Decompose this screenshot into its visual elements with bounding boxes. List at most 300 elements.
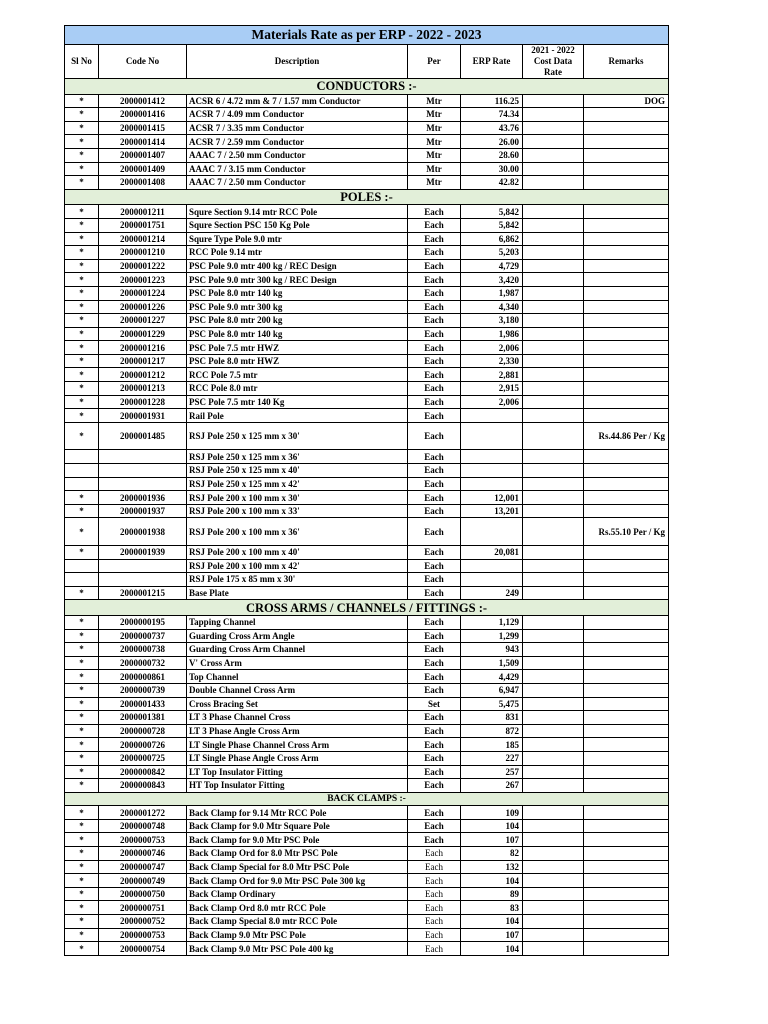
cell-erp-rate: 89	[461, 887, 523, 901]
table-row	[65, 887, 669, 901]
cell-code-no: 2000000843	[99, 779, 187, 793]
cell-remarks	[584, 670, 669, 684]
cell-erp-rate: 6,862	[461, 232, 523, 246]
cell-per: Each	[408, 901, 461, 915]
cell-sl-no: *	[65, 819, 99, 833]
cell-cost-data-rate	[523, 259, 584, 273]
cell-cost-data-rate	[523, 162, 584, 176]
cell-per: Mtr	[408, 94, 461, 108]
section-title: CONDUCTORS :-	[65, 79, 669, 95]
cell-erp-rate	[461, 409, 523, 423]
cell-erp-rate: 257	[461, 765, 523, 779]
cell-sl-no: *	[65, 697, 99, 711]
cell-sl-no: *	[65, 751, 99, 765]
table-row	[65, 135, 669, 149]
cell-description: Back Clamp Ord for 8.0 Mtr PSC Pole	[187, 847, 408, 861]
cell-remarks	[584, 286, 669, 300]
cell-code-no: 2000001931	[99, 409, 187, 423]
cell-remarks	[584, 847, 669, 861]
table-row	[65, 860, 669, 874]
cell-description: RCC Pole 8.0 mtr	[187, 382, 408, 396]
cell-erp-rate: 4,429	[461, 670, 523, 684]
cell-remarks	[584, 327, 669, 341]
cell-code-no: 2000001215	[99, 586, 187, 600]
cell-remarks	[584, 108, 669, 122]
cell-description: RSJ Pole 200 x 100 mm x 36'	[187, 518, 408, 546]
cell-remarks	[584, 573, 669, 587]
cell-description: PSC Pole 8.0 mtr 200 kg	[187, 314, 408, 328]
cell-erp-rate: 5,475	[461, 697, 523, 711]
cell-code-no: 2000000747	[99, 860, 187, 874]
cell-sl-no: *	[65, 833, 99, 847]
cell-code-no	[99, 559, 187, 573]
cell-remarks	[584, 300, 669, 314]
cell-per: Each	[408, 670, 461, 684]
cell-erp-rate	[461, 518, 523, 546]
cell-sl-no: *	[65, 586, 99, 600]
cell-erp-rate: 1,299	[461, 629, 523, 643]
cell-per: Each	[408, 738, 461, 752]
cell-remarks	[584, 395, 669, 409]
cell-erp-rate: 104	[461, 874, 523, 888]
table-row	[65, 683, 669, 697]
cell-description: PSC Pole 8.0 mtr 140 kg	[187, 327, 408, 341]
cell-description: RSJ Pole 200 x 100 mm x 33'	[187, 504, 408, 518]
cell-description: Top Channel	[187, 670, 408, 684]
table-row	[65, 218, 669, 232]
cell-cost-data-rate	[523, 806, 584, 820]
cell-sl-no: *	[65, 300, 99, 314]
cell-description: PSC Pole 9.0 mtr 400 kg / REC Design	[187, 259, 408, 273]
cell-erp-rate: 107	[461, 833, 523, 847]
cell-sl-no: *	[65, 341, 99, 355]
cell-code-no: 2000000748	[99, 819, 187, 833]
cell-description: PSC Pole 8.0 mtr 140 kg	[187, 286, 408, 300]
cell-erp-rate: 2,330	[461, 354, 523, 368]
cell-sl-no: *	[65, 121, 99, 135]
header-remarks: Remarks	[584, 45, 669, 79]
cell-per: Each	[408, 656, 461, 670]
cell-erp-rate: 82	[461, 847, 523, 861]
cell-remarks	[584, 751, 669, 765]
cell-erp-rate: 5,203	[461, 246, 523, 260]
cell-cost-data-rate	[523, 711, 584, 725]
cell-erp-rate: 1,509	[461, 656, 523, 670]
header-cost-data-rate: 2021 - 2022 Cost Data Rate	[523, 45, 584, 79]
cell-erp-rate: 943	[461, 643, 523, 657]
cell-description: RSJ Pole 250 x 125 mm x 30'	[187, 422, 408, 450]
cell-cost-data-rate	[523, 246, 584, 260]
cell-erp-rate: 1,129	[461, 615, 523, 629]
table-row	[65, 751, 669, 765]
cell-cost-data-rate	[523, 450, 584, 464]
cell-sl-no: *	[65, 518, 99, 546]
cell-description: V' Cross Arm	[187, 656, 408, 670]
cell-code-no: 2000001216	[99, 341, 187, 355]
cell-cost-data-rate	[523, 860, 584, 874]
cell-code-no: 2000001214	[99, 232, 187, 246]
cell-per: Each	[408, 751, 461, 765]
header-row	[65, 45, 669, 79]
cell-code-no: 2000000842	[99, 765, 187, 779]
cell-cost-data-rate	[523, 559, 584, 573]
cell-per: Mtr	[408, 121, 461, 135]
cell-code-no: 2000000726	[99, 738, 187, 752]
cell-cost-data-rate	[523, 656, 584, 670]
header-erp-rate: ERP Rate	[461, 45, 523, 79]
cell-sl-no: *	[65, 615, 99, 629]
cell-per: Mtr	[408, 162, 461, 176]
cell-remarks	[584, 724, 669, 738]
cell-sl-no	[65, 573, 99, 587]
cell-sl-no: *	[65, 422, 99, 450]
cell-code-no: 2000000861	[99, 670, 187, 684]
cell-cost-data-rate	[523, 135, 584, 149]
rate-sheet	[64, 25, 668, 956]
table-row	[65, 422, 669, 450]
table-row	[65, 108, 669, 122]
cell-erp-rate: 107	[461, 928, 523, 942]
cell-description: LT 3 Phase Angle Cross Arm	[187, 724, 408, 738]
cell-description: HT Top Insulator Fitting	[187, 779, 408, 793]
cell-description: Rail Pole	[187, 409, 408, 423]
cell-description: RSJ Pole 250 x 125 mm x 36'	[187, 450, 408, 464]
cell-description: RSJ Pole 200 x 100 mm x 40'	[187, 546, 408, 560]
cell-cost-data-rate	[523, 491, 584, 505]
cell-remarks	[584, 246, 669, 260]
cell-sl-no: *	[65, 656, 99, 670]
cell-per: Each	[408, 464, 461, 478]
cell-description: PSC Pole 9.0 mtr 300 kg	[187, 300, 408, 314]
cell-description: ACSR 7 / 2.59 mm Conductor	[187, 135, 408, 149]
cell-code-no: 2000001213	[99, 382, 187, 396]
cell-sl-no: *	[65, 711, 99, 725]
cell-remarks	[584, 232, 669, 246]
cell-description: RSJ Pole 200 x 100 mm x 42'	[187, 559, 408, 573]
table-row	[65, 656, 669, 670]
cell-code-no: 2000000750	[99, 887, 187, 901]
cell-description: Back Clamp for 9.0 Mtr PSC Pole	[187, 833, 408, 847]
cell-cost-data-rate	[523, 422, 584, 450]
cell-cost-data-rate	[523, 901, 584, 915]
cell-code-no: 2000001433	[99, 697, 187, 711]
cell-sl-no: *	[65, 779, 99, 793]
cell-erp-rate: 2,006	[461, 341, 523, 355]
cell-sl-no: *	[65, 874, 99, 888]
cell-code-no: 2000001381	[99, 711, 187, 725]
cell-erp-rate: 13,201	[461, 504, 523, 518]
cell-cost-data-rate	[523, 286, 584, 300]
cell-description: Back Clamp Ord 8.0 mtr RCC Pole	[187, 901, 408, 915]
cell-remarks	[584, 491, 669, 505]
cell-remarks	[584, 464, 669, 478]
cell-per: Each	[408, 928, 461, 942]
cell-remarks	[584, 162, 669, 176]
cell-cost-data-rate	[523, 409, 584, 423]
cell-sl-no: *	[65, 148, 99, 162]
cell-erp-rate: 30.00	[461, 162, 523, 176]
cell-description: AAAC 7 / 3.15 mm Conductor	[187, 162, 408, 176]
cell-code-no: 2000001938	[99, 518, 187, 546]
cell-cost-data-rate	[523, 464, 584, 478]
cell-erp-rate: 132	[461, 860, 523, 874]
table-row	[65, 477, 669, 491]
cell-code-no: 2000000737	[99, 629, 187, 643]
cell-sl-no: *	[65, 491, 99, 505]
cell-code-no: 2000001936	[99, 491, 187, 505]
cell-description: Guarding Cross Arm Channel	[187, 643, 408, 657]
cell-erp-rate: 227	[461, 751, 523, 765]
cell-sl-no: *	[65, 368, 99, 382]
cell-code-no: 2000000753	[99, 833, 187, 847]
table-row	[65, 286, 669, 300]
table-row	[65, 368, 669, 382]
table-row	[65, 232, 669, 246]
cell-remarks	[584, 779, 669, 793]
cell-sl-no: *	[65, 915, 99, 929]
cell-per: Each	[408, 559, 461, 573]
cell-cost-data-rate	[523, 847, 584, 861]
cell-cost-data-rate	[523, 683, 584, 697]
cell-cost-data-rate	[523, 314, 584, 328]
cell-per: Each	[408, 327, 461, 341]
table-row	[65, 738, 669, 752]
table-row	[65, 711, 669, 725]
section-header-row	[65, 600, 669, 616]
cell-remarks	[584, 273, 669, 287]
cell-code-no: 2000000753	[99, 928, 187, 942]
cell-erp-rate: 109	[461, 806, 523, 820]
cell-description: Back Clamp for 9.0 Mtr Square Pole	[187, 819, 408, 833]
cell-per: Each	[408, 806, 461, 820]
cell-cost-data-rate	[523, 354, 584, 368]
sheet-title: Materials Rate as per ERP - 2022 - 2023	[65, 26, 669, 45]
cell-code-no: 2000000751	[99, 901, 187, 915]
cell-cost-data-rate	[523, 643, 584, 657]
cell-sl-no: *	[65, 629, 99, 643]
table-row	[65, 765, 669, 779]
cell-code-no: 2000001415	[99, 121, 187, 135]
cell-code-no: 2000001407	[99, 148, 187, 162]
cell-remarks: Rs.44.86 Per / Kg	[584, 422, 669, 450]
cell-per: Each	[408, 518, 461, 546]
cell-erp-rate	[461, 422, 523, 450]
table-row	[65, 464, 669, 478]
cell-code-no: 2000001224	[99, 286, 187, 300]
cell-remarks	[584, 546, 669, 560]
cell-remarks	[584, 738, 669, 752]
cell-code-no	[99, 573, 187, 587]
cell-sl-no	[65, 477, 99, 491]
cell-per: Each	[408, 450, 461, 464]
cell-erp-rate: 6,947	[461, 683, 523, 697]
cell-erp-rate	[461, 464, 523, 478]
cell-code-no	[99, 477, 187, 491]
table-row	[65, 327, 669, 341]
cell-cost-data-rate	[523, 751, 584, 765]
cell-description: AAAC 7 / 2.50 mm Conductor	[187, 148, 408, 162]
cell-remarks	[584, 711, 669, 725]
cell-description: RSJ Pole 250 x 125 mm x 42'	[187, 477, 408, 491]
cell-per: Each	[408, 395, 461, 409]
cell-description: ACSR 7 / 3.35 mm Conductor	[187, 121, 408, 135]
section-title: BACK CLAMPS :-	[65, 792, 669, 806]
cell-remarks	[584, 341, 669, 355]
cell-sl-no: *	[65, 887, 99, 901]
cell-sl-no: *	[65, 942, 99, 956]
cell-per: Each	[408, 368, 461, 382]
cell-cost-data-rate	[523, 327, 584, 341]
cell-sl-no: *	[65, 354, 99, 368]
cell-description: Back Clamp Special 8.0 mtr RCC Pole	[187, 915, 408, 929]
cell-erp-rate: 20,081	[461, 546, 523, 560]
cell-sl-no: *	[65, 94, 99, 108]
cell-code-no: 2000001222	[99, 259, 187, 273]
cell-per: Each	[408, 205, 461, 219]
table-row	[65, 670, 669, 684]
cell-erp-rate: 12,001	[461, 491, 523, 505]
cell-sl-no: *	[65, 135, 99, 149]
cell-code-no	[99, 450, 187, 464]
cell-erp-rate: 5,842	[461, 205, 523, 219]
cell-code-no: 2000001751	[99, 218, 187, 232]
cell-cost-data-rate	[523, 738, 584, 752]
cell-cost-data-rate	[523, 273, 584, 287]
cell-description: PSC Pole 7.5 mtr HWZ	[187, 341, 408, 355]
cell-per: Each	[408, 711, 461, 725]
cell-remarks	[584, 135, 669, 149]
cell-per: Each	[408, 300, 461, 314]
cell-erp-rate: 249	[461, 586, 523, 600]
cell-description: RCC Pole 7.5 mtr	[187, 368, 408, 382]
cell-remarks	[584, 819, 669, 833]
cell-cost-data-rate	[523, 928, 584, 942]
cell-remarks	[584, 643, 669, 657]
cell-cost-data-rate	[523, 108, 584, 122]
cell-erp-rate	[461, 559, 523, 573]
cell-sl-no: *	[65, 382, 99, 396]
table-row	[65, 314, 669, 328]
cell-cost-data-rate	[523, 874, 584, 888]
cell-per: Each	[408, 942, 461, 956]
cell-description: AAAC 7 / 2.50 mm Conductor	[187, 176, 408, 190]
cell-erp-rate: 116.25	[461, 94, 523, 108]
cell-cost-data-rate	[523, 94, 584, 108]
table-row	[65, 382, 669, 396]
cell-per: Each	[408, 314, 461, 328]
cell-cost-data-rate	[523, 477, 584, 491]
cell-per: Each	[408, 847, 461, 861]
table-row	[65, 162, 669, 176]
cell-erp-rate: 42.82	[461, 176, 523, 190]
cell-erp-rate: 872	[461, 724, 523, 738]
cell-remarks	[584, 928, 669, 942]
cell-code-no: 2000000752	[99, 915, 187, 929]
cell-remarks	[584, 901, 669, 915]
cell-description: Base Plate	[187, 586, 408, 600]
cell-cost-data-rate	[523, 915, 584, 929]
cell-code-no: 2000001228	[99, 395, 187, 409]
cell-per: Each	[408, 887, 461, 901]
cell-sl-no: *	[65, 246, 99, 260]
cell-description: RSJ Pole 200 x 100 mm x 30'	[187, 491, 408, 505]
cell-per: Each	[408, 860, 461, 874]
cell-per: Each	[408, 259, 461, 273]
cell-sl-no: *	[65, 765, 99, 779]
table-row	[65, 273, 669, 287]
cell-per: Each	[408, 491, 461, 505]
cell-per: Each	[408, 232, 461, 246]
header-sl-no: Sl No	[65, 45, 99, 79]
cell-cost-data-rate	[523, 148, 584, 162]
header-per: Per	[408, 45, 461, 79]
cell-sl-no: *	[65, 273, 99, 287]
table-row	[65, 629, 669, 643]
cell-remarks	[584, 121, 669, 135]
cell-cost-data-rate	[523, 176, 584, 190]
cell-erp-rate: 4,729	[461, 259, 523, 273]
cell-description: Back Clamp 9.0 Mtr PSC Pole 400 kg	[187, 942, 408, 956]
table-row	[65, 615, 669, 629]
cell-erp-rate: 185	[461, 738, 523, 752]
cell-cost-data-rate	[523, 382, 584, 396]
cell-remarks	[584, 615, 669, 629]
cell-per: Each	[408, 724, 461, 738]
cell-erp-rate	[461, 477, 523, 491]
cell-remarks	[584, 860, 669, 874]
cell-remarks	[584, 586, 669, 600]
cell-code-no: 2000001416	[99, 108, 187, 122]
cell-erp-rate: 26.00	[461, 135, 523, 149]
cell-cost-data-rate	[523, 218, 584, 232]
cell-per: Each	[408, 779, 461, 793]
cell-remarks	[584, 382, 669, 396]
cell-sl-no: *	[65, 327, 99, 341]
cell-code-no	[99, 464, 187, 478]
cell-code-no: 2000000728	[99, 724, 187, 738]
cell-erp-rate: 4,340	[461, 300, 523, 314]
cell-remarks	[584, 887, 669, 901]
cell-per: Each	[408, 915, 461, 929]
cell-cost-data-rate	[523, 121, 584, 135]
cell-remarks: DOG	[584, 94, 669, 108]
cell-description: Back Clamp 9.0 Mtr PSC Pole	[187, 928, 408, 942]
table-row	[65, 942, 669, 956]
cell-sl-no: *	[65, 218, 99, 232]
table-row	[65, 779, 669, 793]
cell-description: ACSR 7 / 4.09 mm Conductor	[187, 108, 408, 122]
cell-code-no: 2000001937	[99, 504, 187, 518]
cell-sl-no: *	[65, 259, 99, 273]
table-row	[65, 409, 669, 423]
cell-erp-rate: 267	[461, 779, 523, 793]
cell-per: Each	[408, 833, 461, 847]
table-row	[65, 176, 669, 190]
cell-cost-data-rate	[523, 724, 584, 738]
cell-description: LT Single Phase Angle Cross Arm	[187, 751, 408, 765]
cell-code-no: 2000000732	[99, 656, 187, 670]
table-row	[65, 148, 669, 162]
cell-code-no: 2000001409	[99, 162, 187, 176]
cell-cost-data-rate	[523, 205, 584, 219]
cell-erp-rate	[461, 450, 523, 464]
cell-cost-data-rate	[523, 615, 584, 629]
cell-remarks	[584, 218, 669, 232]
cell-remarks	[584, 205, 669, 219]
cell-per: Each	[408, 341, 461, 355]
cell-sl-no: *	[65, 395, 99, 409]
cell-cost-data-rate	[523, 586, 584, 600]
